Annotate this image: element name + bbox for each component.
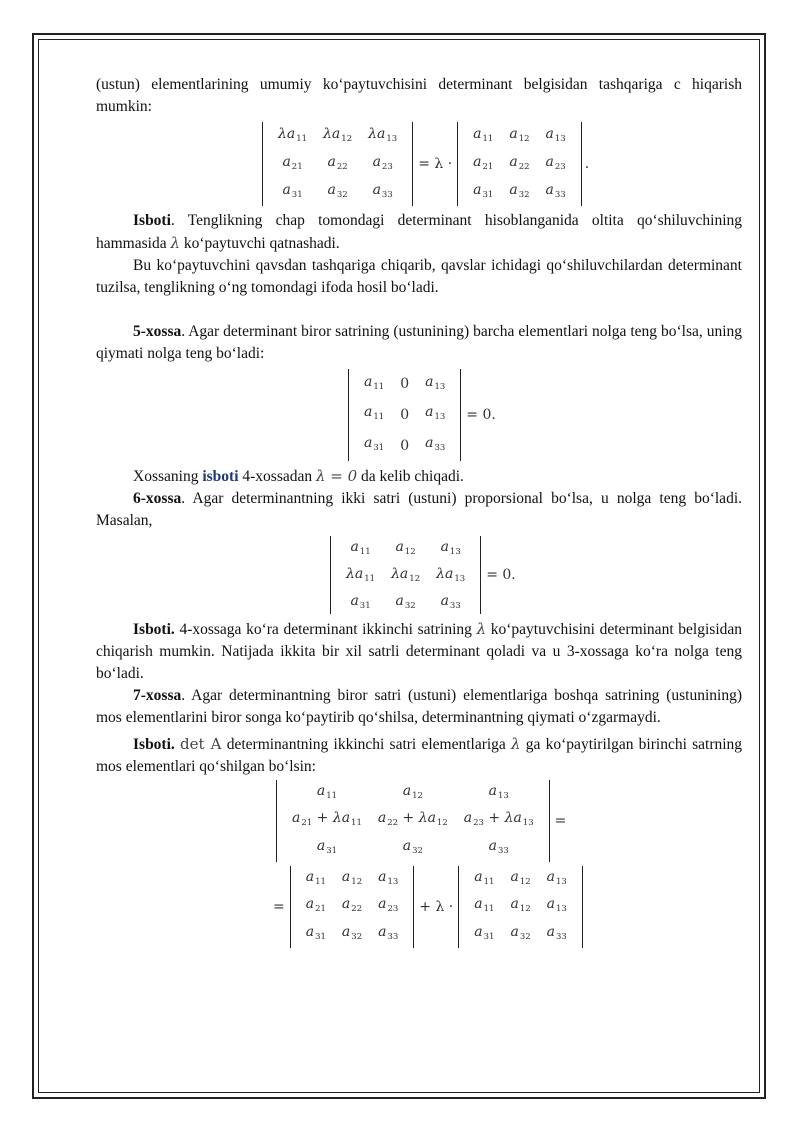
determinant: [290, 866, 415, 948]
matrix-cell: $a_{32}$: [395, 593, 416, 611]
matrix-cell: 0: [400, 406, 410, 423]
property-label: 6-xossa: [133, 490, 182, 507]
proof-label: Isboti: [133, 212, 171, 229]
paragraph-property-5: [96, 321, 742, 365]
determinant: [457, 122, 582, 206]
paragraph-text: determinantning ikkinchi satri elementlariga: [226, 736, 506, 753]
matrix-cell: $a_{11}$: [474, 896, 495, 915]
matrix-cell: $a_{33}$: [425, 435, 446, 454]
matrix-cell: $a_{31}$: [364, 435, 385, 454]
paragraph-text: Xossaning: [133, 468, 199, 485]
formula-property-7-b: [268, 866, 742, 948]
paragraph-proof-6: [96, 618, 742, 685]
matrix-cell: $a_{33}$: [372, 181, 393, 200]
matrix-cell: $a_{13}$: [546, 869, 567, 888]
matrix-cell: $a_{11}$: [305, 869, 326, 888]
matrix-cell: $a_{11}$: [364, 373, 385, 392]
matrix-cell: $a_{22}$: [327, 153, 348, 172]
matrix-cell: $a_{13}$: [488, 783, 509, 802]
determinant: [348, 369, 461, 461]
matrix-cell: $a_{33}$: [488, 837, 509, 856]
formula-property-7-a: [276, 780, 742, 862]
paragraph-proof-4: [96, 210, 742, 255]
plus-lambda-operator: + λ ·: [419, 899, 454, 915]
matrix-table: [284, 780, 542, 862]
matrix-cell: $a_{33}$: [378, 923, 399, 942]
matrix-cell: $a_{32}$: [341, 923, 363, 942]
determinant: [276, 780, 550, 862]
determinant: [262, 122, 413, 206]
matrix-cell: $a_{12}$: [509, 125, 530, 144]
paragraph-property-6: [96, 488, 742, 532]
paragraph-property-7: [96, 685, 742, 729]
lambda-symbol: λ: [476, 620, 487, 638]
matrix-cell: $\lambda a_{13}$: [368, 125, 398, 144]
matrix-cell: $a_{31}$: [282, 181, 303, 200]
matrix-cell: $a_{22} + \lambda a_{12}$: [377, 810, 448, 829]
formula-property-4: [262, 122, 742, 206]
matrix-table: [356, 369, 453, 461]
matrix-cell: $a_{23}$: [545, 153, 566, 172]
paragraph-proof-7: [96, 733, 742, 778]
matrix-cell: $\lambda a_{11}$: [346, 566, 376, 584]
matrix-cell: $\lambda a_{11}$: [278, 125, 308, 144]
matrix-cell: $a_{12}$: [395, 539, 416, 557]
matrix-cell: $a_{31}$: [473, 181, 494, 200]
equals-sign: =: [273, 899, 285, 915]
matrix-cell: $a_{33}$: [440, 593, 461, 611]
lambda-symbol: λ: [170, 234, 180, 252]
property-label: 7-xossa: [133, 687, 182, 704]
matrix-cell: $a_{33}$: [546, 923, 567, 942]
document-body: [96, 74, 742, 952]
formula-property-5: [348, 369, 742, 461]
paragraph-proof-5: [96, 465, 742, 488]
matrix-cell: $a_{21} + \lambda a_{11}$: [292, 810, 362, 829]
matrix-cell: $a_{13}$: [440, 539, 461, 557]
equals-zero: = 0.: [486, 567, 516, 583]
matrix-cell: $\lambda a_{12}$: [323, 125, 353, 144]
matrix-cell: $a_{22}$: [341, 896, 363, 915]
matrix-cell: $a_{13}$: [378, 869, 399, 888]
matrix-cell: $a_{31}$: [316, 837, 338, 856]
paragraph-text: 4-xossadan: [242, 468, 313, 485]
trailing-dot: .: [584, 156, 590, 172]
matrix-cell: $a_{11}$: [474, 869, 495, 888]
equals-lambda-operator: = λ ·: [418, 156, 453, 172]
lambda-symbol: λ: [511, 735, 521, 753]
determinant: [458, 866, 583, 948]
matrix-cell: $a_{31}$: [305, 923, 326, 942]
matrix-cell: $a_{32}$: [402, 837, 423, 856]
proof-label: Isboti.: [133, 736, 175, 753]
det-a-expr: det A: [180, 735, 222, 753]
matrix-cell: $a_{11}$: [316, 783, 338, 802]
matrix-cell: $a_{21}$: [305, 896, 326, 915]
matrix-cell: $a_{13}$: [546, 896, 567, 915]
matrix-cell: $a_{32}$: [509, 181, 530, 200]
paragraph-text: . Agar determinantning ikki satri (ustuni) proporsional bo‘lsa, u nolga teng bo‘ladi. Masalan,: [96, 490, 742, 529]
proof-label: Isboti.: [133, 621, 175, 638]
matrix-cell: $a_{12}$: [341, 869, 363, 888]
matrix-cell: $a_{12}$: [510, 869, 531, 888]
matrix-cell: $\lambda a_{13}$: [436, 566, 466, 584]
paragraph-text: . Tenglikning chap tomondagi determinant hisoblanganida oltita qo‘shiluvchining hammasida: [96, 212, 742, 252]
paragraph-text: ko‘paytuvchisini determinant belgisidan chiqarish mumkin. Natijada ikkita bir xil satrli determinant qoladi va u 3-xossaga ko‘ra nolga teng bo‘ladi.: [96, 621, 743, 682]
matrix-cell: $a_{13}$: [425, 404, 446, 423]
matrix-table: [466, 866, 575, 948]
paragraph-text: ko‘paytuvchi qatnashadi.: [183, 235, 340, 252]
matrix-cell: $a_{23}$: [378, 896, 399, 915]
proof-label: isboti: [202, 468, 239, 485]
matrix-cell: $a_{11}$: [364, 404, 385, 423]
equals-sign: =: [554, 813, 567, 829]
paragraph-text: ga ko‘paytirilgan birinchi satrning mos elementlari qo‘shilgan bo‘lsin:: [96, 736, 743, 775]
paragraph-proof-4-cont: Bu ko‘paytuvchini qavsdan tashqariga chiqarib, qavslar ichidagi qo‘shiluvchilardan determinant tuzilsa, tenglikning o‘ng tomondagi ifoda hosil bo‘ladi.: [96, 257, 742, 296]
matrix-cell: $\lambda a_{12}$: [391, 566, 421, 584]
matrix-cell: $a_{11}$: [473, 125, 494, 144]
paragraph-text: da kelib chiqadi.: [361, 468, 464, 485]
matrix-table: [270, 122, 405, 206]
matrix-cell: $a_{13}$: [425, 373, 446, 392]
matrix-cell: $a_{21}$: [473, 153, 494, 172]
matrix-cell: $a_{31}$: [474, 923, 495, 942]
matrix-cell: $a_{13}$: [545, 125, 566, 144]
formula-property-6: [330, 536, 742, 614]
matrix-cell: $a_{31}$: [350, 593, 371, 611]
lambda-zero-expr: λ = 0: [316, 467, 358, 485]
matrix-table: [338, 536, 473, 617]
matrix-cell: $a_{21}$: [282, 153, 303, 172]
matrix-cell: 0: [400, 437, 410, 454]
matrix-cell: $a_{12}$: [510, 896, 531, 915]
matrix-cell: 0: [400, 376, 410, 393]
paragraph-text: 4-xossaga ko‘ra determinant ikkinchi satrining: [179, 621, 472, 638]
paragraph-text: . Agar determinantning biror satri (ustuni) elementlariga boshqa satrining (ustunining) mos elementlarini biror songa ko‘paytirib qo‘shilsa, determinantning qiymati o‘zgarmaydi.: [96, 687, 742, 726]
matrix-cell: $a_{22}$: [509, 153, 530, 172]
matrix-cell: $a_{12}$: [402, 783, 423, 802]
matrix-cell: $a_{32}$: [327, 181, 348, 200]
matrix-cell: $a_{23} + \lambda a_{13}$: [463, 810, 534, 829]
paragraph-text: . Agar determinant biror satrining (ustunining) barcha elementlari nolga teng bo‘lsa, uning qiymati nolga teng bo‘ladi:: [96, 323, 742, 362]
matrix-table: [298, 866, 407, 948]
matrix-cell: $a_{33}$: [545, 181, 566, 200]
property-label: 5-xossa: [133, 323, 182, 340]
paragraph-intro: (ustun) elementlarining umumiy ko‘paytuvchisini determinant belgisidan tashqariga c hiqarish mumkin:: [96, 76, 742, 115]
matrix-cell: $a_{11}$: [350, 539, 371, 557]
matrix-cell: $a_{32}$: [510, 923, 531, 942]
matrix-table: [465, 122, 574, 206]
matrix-cell: $a_{23}$: [372, 153, 393, 172]
determinant: [330, 536, 481, 614]
equals-zero: = 0.: [466, 407, 496, 423]
